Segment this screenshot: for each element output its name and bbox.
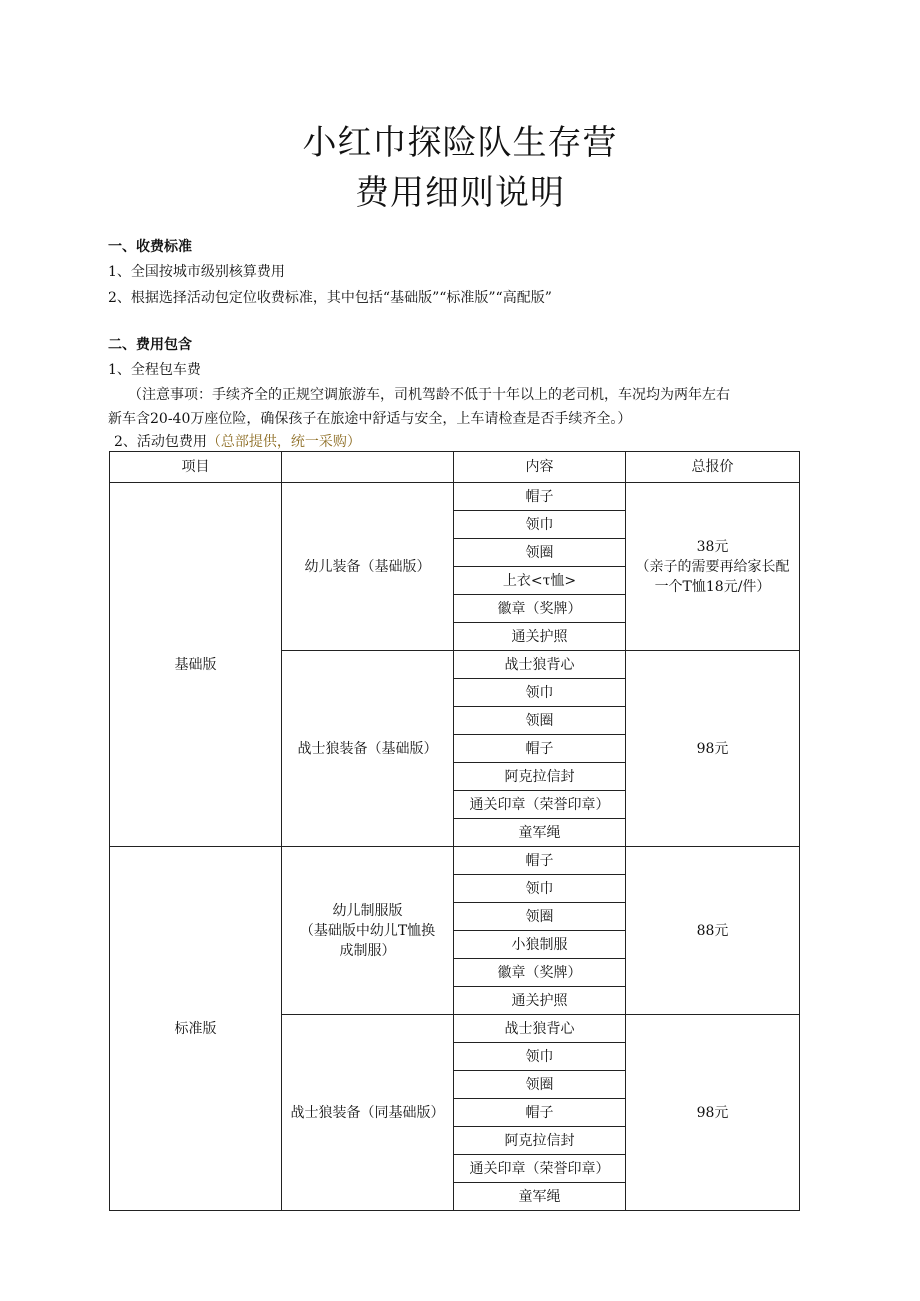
document-title-line1: 小红巾探险队生存营 <box>302 123 618 163</box>
section1-item-2: 2、根据选择活动包定位收费标准，其中包括“基础版”“标准版”“高配版” <box>108 290 552 306</box>
standard-kids-item: 领圈 <box>454 903 626 931</box>
header-content: 内容 <box>454 452 626 483</box>
tier-standard: 标准版 <box>110 847 282 1211</box>
basic-wolf-price: 98元 <box>626 651 800 847</box>
standard-wolf-package: 战士狼装备（同基础版） <box>282 1015 454 1211</box>
standard-kids-item: 小狼制服 <box>454 931 626 959</box>
standard-kids-price: 88元 <box>626 847 800 1015</box>
standard-kids-name-note1: （基础版中幼儿T恤换 <box>299 922 436 939</box>
standard-kids-item: 徽章（奖牌） <box>454 959 626 987</box>
standard-wolf-item: 战士狼背心 <box>454 1015 626 1043</box>
standard-kids-item: 帽子 <box>454 847 626 875</box>
tier-basic: 基础版 <box>110 483 282 847</box>
standard-wolf-price: 98元 <box>626 1015 800 1211</box>
standard-wolf-item: 阿克拉信封 <box>454 1127 626 1155</box>
standard-wolf-item: 帽子 <box>454 1099 626 1127</box>
header-blank <box>282 452 454 483</box>
basic-wolf-item: 战士狼背心 <box>454 651 626 679</box>
section2-item-1: 1、全程包车费 <box>108 362 201 378</box>
standard-wolf-item: 童军绳 <box>454 1183 626 1211</box>
basic-kids-item: 领巾 <box>454 511 626 539</box>
basic-kids-item: 帽子 <box>454 483 626 511</box>
basic-wolf-item: 童军绳 <box>454 819 626 847</box>
section1-heading: 一、收费标准 <box>108 239 192 255</box>
basic-kids-item: 上衣<τ恤> <box>454 567 626 595</box>
basic-kids-price-note2: 一个T恤18元/件） <box>654 578 771 595</box>
table-header-row <box>110 452 800 483</box>
basic-kids-package: 幼儿装备（基础版） <box>282 483 454 651</box>
document-title-line2: 费用细则说明 <box>355 173 565 213</box>
basic-kids-price-amount: 38元 <box>696 538 729 555</box>
section1-item-1: 1、全国按城市级别核算费用 <box>108 264 285 280</box>
standard-wolf-item: 通关印章（荣誉印章） <box>454 1155 626 1183</box>
basic-wolf-package: 战士狼装备（基础版） <box>282 651 454 847</box>
basic-wolf-item: 帽子 <box>454 735 626 763</box>
standard-kids-name: 幼儿制服版 <box>332 902 403 919</box>
section2-item-2-note: （总部提供，统一采购） <box>206 434 361 450</box>
basic-wolf-item: 领巾 <box>454 679 626 707</box>
basic-kids-price <box>626 483 800 651</box>
standard-kids-package <box>282 847 454 1015</box>
section2-note-line1: （注意事项：手续齐全的正规空调旅游车，司机驾龄不低于十年以上的老司机，车况均为两年左右 <box>128 387 730 403</box>
basic-wolf-item: 领圈 <box>454 707 626 735</box>
standard-wolf-item: 领圈 <box>454 1071 626 1099</box>
header-project: 项目 <box>110 452 282 483</box>
section2-heading: 二、费用包含 <box>108 337 192 353</box>
basic-kids-item: 通关护照 <box>454 623 626 651</box>
standard-wolf-item: 领巾 <box>454 1043 626 1071</box>
section2-item-2 <box>114 431 361 451</box>
standard-kids-name-note2: 成制服） <box>339 942 396 959</box>
basic-wolf-item: 阿克拉信封 <box>454 763 626 791</box>
section2-note-line2: 新车含20-40万座位险，确保孩子在旅途中舒适与安全，上车请检查是否手续齐全。） <box>108 411 632 427</box>
basic-kids-item: 徽章（奖牌） <box>454 595 626 623</box>
header-price: 总报价 <box>626 452 800 483</box>
fee-table <box>109 451 800 1211</box>
table-row <box>110 847 800 875</box>
standard-kids-item: 通关护照 <box>454 987 626 1015</box>
standard-kids-item: 领巾 <box>454 875 626 903</box>
table-row <box>110 483 800 511</box>
basic-kids-price-note1: （亲子的需要再给家长配 <box>635 558 790 575</box>
basic-kids-item: 领圈 <box>454 539 626 567</box>
basic-wolf-item: 通关印章（荣誉印章） <box>454 791 626 819</box>
section2-item-2-label: 2、活动包费用 <box>114 434 207 450</box>
